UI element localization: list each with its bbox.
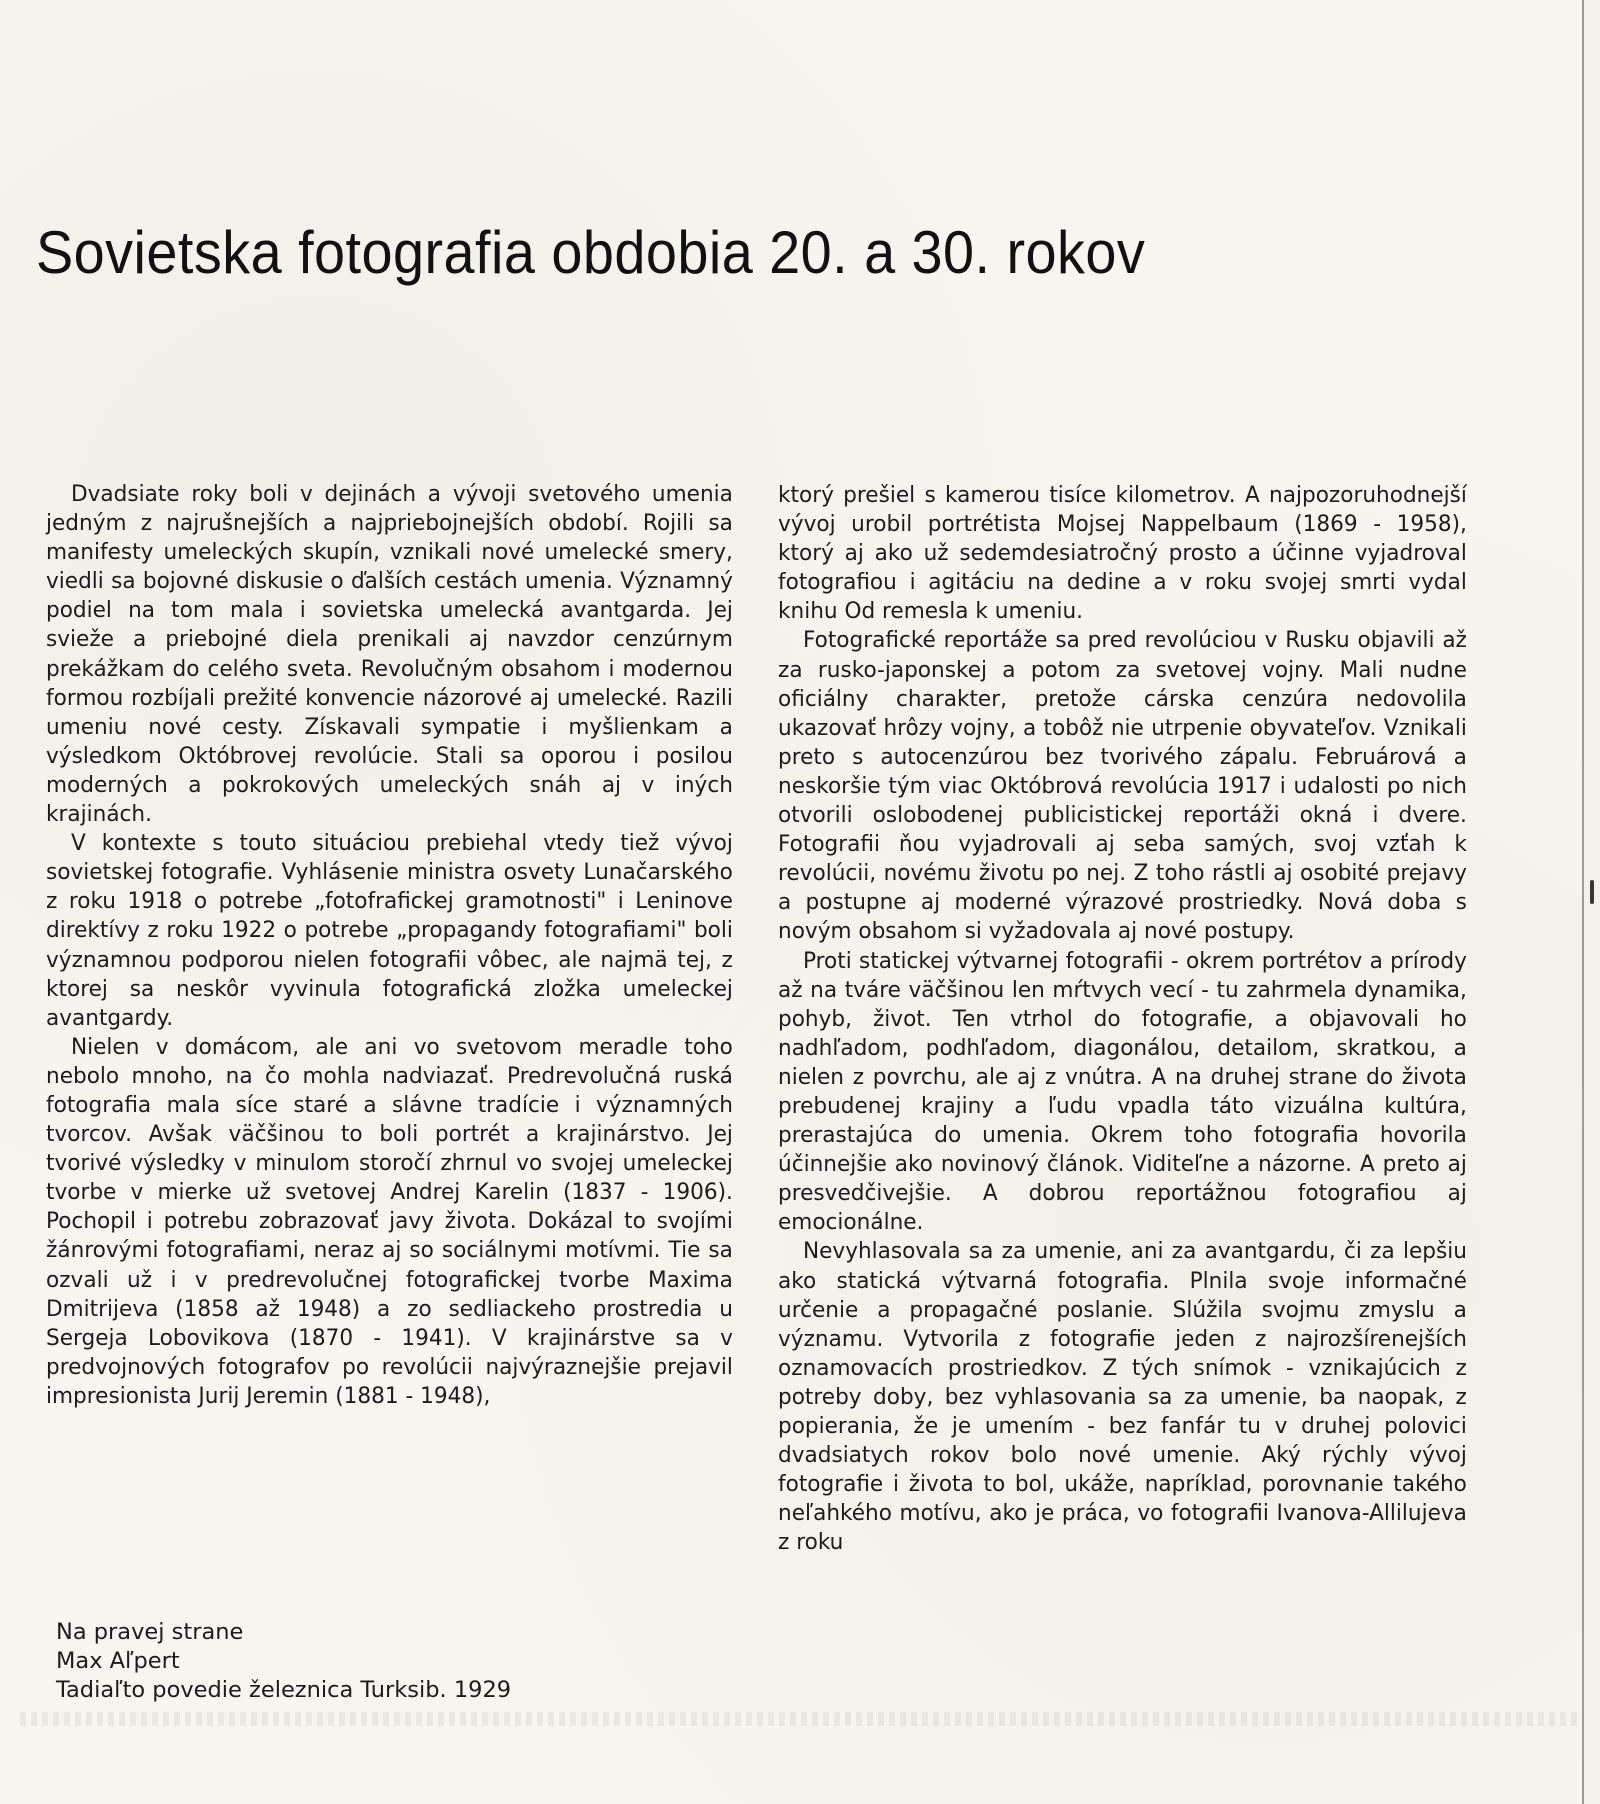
paragraph: Nevyhlasovala sa za umenie, ani za avantgardu, či za lepšiu ako statická výtvarná fotografia. Plnila svoje informačné určenie a propagačné poslanie. Slúžila svojmu zmyslu a významu. Vytvorila z fotografie jeden z najrozšírenejších oznamovacích prostriedkov. Z tých snímok - vznikajúcich z potreby doby, bez vyhlasovania sa za umenie, ba naopak, z popierania, že je umením - bez fanfár tu v druhej polovici dvadsiatych rokov bolo nové umenie. Aký rýchly vývoj fotografie i života to bol, ukáže, napríklad, porovnanie takého neľahkého motívu, ako je práca, vo fotografii Ivanova-Allilujeva z roku [778, 1238, 1467, 1556]
paragraph: Dvadsiate roky boli v dejinách a vývoji svetového umenia jedným z najrušnejších a najpriebojnejších období. Rojili sa manifesty umeleckých skupín, vznikali nové umelecké smery, viedli sa bojovné diskusie o ďalších cestách umenia. Významný podiel na tom mala i sovietska umelecká avantgarda. Jej svieže a priebojné diela prenikali aj navzdor cenzúrnym prekážkam do celého sveta. Revolučným obsahom i modernou formou rozbíjali prežité konvencie názorové aj umelecké. Razili umeniu nové cesty. Získavali sympatie i myšlienkam a výsledkom Októbrovej revolúcie. Stali sa oporou i posilou moderných a pokrokových umeleckých snáh aj v iných krajinách. [46, 481, 733, 828]
right-text-column [778, 481, 1468, 1557]
paragraph-continued: ktorý prešiel s kamerou tisíce kilometrov. A najpozoruhodnejší vývoj urobil portrétista Mojsej Nappelbaum (1869 - 1958), ktorý aj ako už sedemdesiatročný prosto a účinne vyjadroval fotografiou i agitáciu na dedine a v roku svojej smrti vydal knihu Od remesla k umeniu. [778, 482, 1467, 625]
article-title: Sovietska fotografia obdobia 20. a 30. rokov [36, 219, 1146, 286]
bleed-through-text [20, 1712, 1580, 1726]
photo-caption [56, 1618, 511, 1705]
paragraph: Nielen v domácom, ale ani vo svetovom meradle toho nebolo mnoho, na čo mohla nadviazať. Predrevolučná ruská fotografia mala síce staré a slávne tradície i významných tvorcov. Avšak väčšinou to boli portrét a krajinárstvo. Jej tvorivé výsledky v minulom storočí zhrnul vo svojej umeleckej tvorbe v mierke už svetovej Andrej Karelin (1837 - 1906). Pochopil i potrebu zobrazovať javy života. Dokázal to svojími žánrovými fotografiami, neraz aj so sociálnymi motívmi. Tie sa ozvali už i v predrevolučnej fotografickej tvorbe Maxima Dmitrijeva (1858 až 1948) a zo sedliackeho prostredia u Sergeja Lobovikova (1870 - 1941). V krajinárstve sa v predvojnových fotografov po revolúcii najvýraznejšie prejavil impresionista Jurij Jeremin (1881 - 1948), [46, 1033, 733, 1409]
caption-reference: Na pravej strane [56, 1619, 244, 1645]
left-text-column [46, 480, 734, 1411]
paragraph: V kontexte s touto situáciou prebiehal vtedy tiež vývoj sovietskej fotografie. Vyhlásenie ministra osvety Lunačarského z roku 1918 o potrebe „fotofrafickej gramotnosti" i Leninove direktívy z roku 1922 o potrebe „propagandy fotografiami" boli významnou podporou nielen fotografii vôbec, ale najmä tej, z ktorej sa neskôr vyvinula fotografická zložka umeleckej avantgardy. [46, 830, 733, 1031]
paragraph: Fotografické reportáže sa pred revolúciou v Rusku objavili až za rusko-japonskej a potom za svetovej vojny. Mali nudne oficiálny charakter, pretože cárska cenzúra nedovolila ukazovať hrôzy vojny, a tobôž nie utrpenie obyvateľov. Vznikali preto s autocenzúrou bez tvorivého zápalu. Februárová a neskoršie tým viac Októbrová revolúcia 1917 i udalosti po nich otvorili oslobodenej publicistickej reportáži okná i dvere. Fotografii ňou vyjadrovali aj seba samých, svoj vzťah k revolúcii, novému životu po nej. Z toho rástli aj osobité prejavy a postupne aj moderné výrazové prostriedky. Nová doba s novým obsahom si vyžadovala aj nové postupy. [778, 627, 1467, 945]
paragraph: Proti statickej výtvarnej fotografii - okrem portrétov a prírody až na tváre väčšinou len mŕtvych vecí - tu zahrmela dynamika, pohyb, život. Ten vtrhol do fotografie, a objavovali ho nadhľadom, podhľadom, diagonálou, detailom, skratkou, a nielen z povrchu, ale aj z vnútra. A na druhej strane do života prebudenej krajiny a ľudu vpadla táto vizuálna kultúra, prerastajúca do umenia. Okrem toho fotografia hovorila účinnejšie ako novinový článok. Viditeľne a názorne. A preto aj presvedčivejšie. A dobrou reportážnou fotografiou aj emocionálne. [778, 947, 1467, 1236]
caption-title: Tadiaľto povedie železnica Turksib. 1929 [56, 1677, 512, 1703]
binding-mark [1590, 880, 1594, 904]
caption-author: Max Aľpert [56, 1648, 180, 1674]
